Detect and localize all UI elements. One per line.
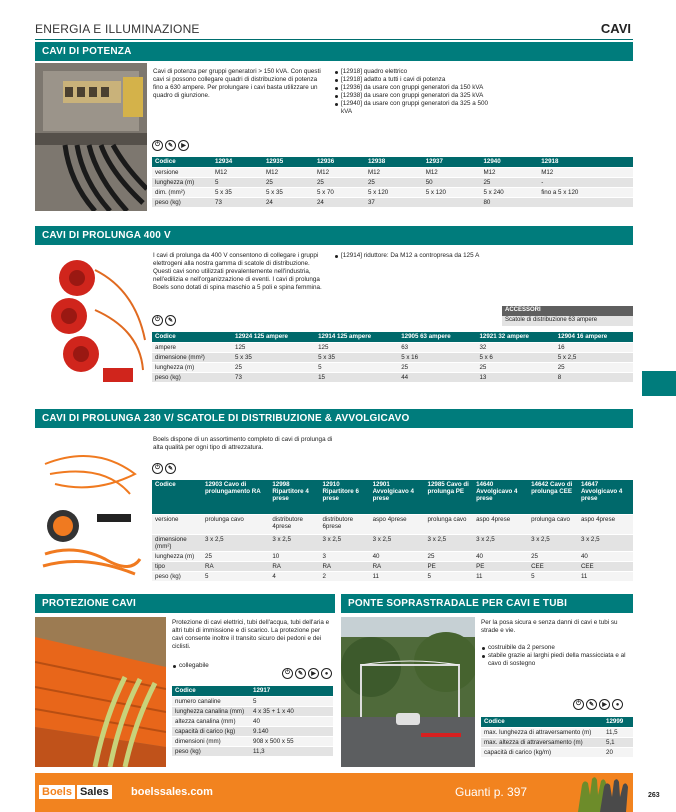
table-header-row: Codice 12934 12935 12936 12938 12937 12940 12918 — [152, 157, 633, 167]
photo-cable-protector — [35, 617, 166, 767]
s2-description: I cavi di prolunga da 400 V consentono di collegare i gruppi elettrogeni alla nostra gamma di scatole di distribuzione. Questi cavi sono utilizzati prevalentemente nell'industria, nell'edilizia e nell'organizzazione di eventi. I cavi di prolunga Boels sono dotati di spina maschio a 5 poli e spina femmina. — [153, 252, 322, 291]
section-title: ENERGIA E ILLUMINAZIONE — [35, 22, 200, 36]
table-row: dimensioni (mm) 908 x 500 x 55 — [172, 736, 333, 746]
table-row: capacità di carico (kg/m) 20 — [481, 747, 633, 757]
power-cables-image — [35, 63, 147, 211]
section-bar-protezione-cavi: PROTEZIONE CAVI — [35, 594, 335, 613]
s5-bullets — [481, 644, 631, 668]
table-row: versione prolunga cavo distributore 4prese distributore 6prese aspo 4prese prolunga cavo aspo 4prese prolunga cavo aspo 4prese — [152, 514, 633, 534]
plug-icon: ⏻ — [152, 140, 163, 151]
boels-sales-logo[interactable] — [39, 785, 112, 799]
s4-bullets — [172, 662, 292, 670]
truck-icon: ▶ — [178, 140, 189, 151]
table-row: lunghezza (m) 5 25 25 25 50 25 - — [152, 177, 633, 187]
table-row: capacità di carico (kg) 9.140 — [172, 726, 333, 736]
s3-feature-icons — [152, 463, 176, 474]
tool-icon: ✎ — [165, 463, 176, 474]
list-item: collegabile — [172, 662, 292, 670]
list-item: [12936] da usare con gruppi generatori da 150 kVA — [334, 84, 499, 92]
orange-reels-image — [35, 434, 147, 584]
plug-icon: ⏻ — [152, 463, 163, 474]
tool-icon: ✎ — [165, 140, 176, 151]
s1-description: Cavi di potenza per gruppi generatori > 150 kVA. Con questi cavi si possono collegare quadri di distribuzione di potenza fino a 630 ampere. Per prolungare i cavi basta utilizzare un quadro di giunzione. — [153, 68, 321, 99]
plug-icon: ⏻ — [152, 315, 163, 326]
gloves-reference: Guanti p. 397 — [455, 785, 528, 799]
truck-icon: ▶ — [599, 699, 610, 710]
table-row: tipo RA RA RA RA PE PE CEE CEE — [152, 561, 633, 571]
s4-feature-icons — [282, 668, 332, 679]
table-row: dimensione (mm²) 3 x 2,5 3 x 2,5 3 x 2,5 3 x 2,5 3 x 2,5 3 x 2,5 3 x 2,5 3 x 2,5 — [152, 534, 633, 551]
list-item: [12914] riduttore: Da M12 a contropresa da 125 A — [334, 252, 534, 260]
footer-bar — [35, 773, 633, 812]
weight-icon: ● — [321, 668, 332, 679]
table-header-row: Codice 12917 — [172, 686, 333, 696]
s4-description: Protezione di cavi elettrici, tubi dell'acqua, tubi dell'aria e altri tubi di immissione e di scarico. La protezione per cavi consente inoltre il transito sicuro dei pedoni e dei ciclisti. — [172, 619, 330, 650]
table-row: peso (kg) 73 24 24 37 80 — [152, 197, 633, 207]
table-row: max. lunghezza di attraversamento (m) 11,5 — [481, 727, 633, 737]
s3-spec-table — [152, 480, 633, 582]
plug-icon: ⏻ — [573, 699, 584, 710]
photo-230v-reels — [35, 434, 147, 584]
s2-spec-table — [152, 332, 633, 383]
table-header-row: Codice 12999 — [481, 717, 633, 727]
cable-bridge-image — [341, 617, 475, 767]
s5-spec-table — [481, 717, 633, 758]
table-row: dimensione (mm²) 5 x 35 5 x 35 5 x 16 5 x 6 5 x 2,5 — [152, 352, 633, 362]
s2-bullets — [334, 252, 534, 260]
weight-icon: ● — [612, 699, 623, 710]
table-row: lunghezza (m) 25 10 3 40 25 40 25 40 — [152, 551, 633, 561]
s2-feature-icons — [152, 315, 176, 326]
s5-feature-icons — [573, 699, 623, 710]
table-row: altezza canalina (mm) 40 — [172, 716, 333, 726]
logo-part-boels: Boels — [39, 785, 75, 799]
table-row: lunghezza canalina (mm) 4 x 35 + 1 x 40 — [172, 706, 333, 716]
section-bar-prolunga-400v: CAVI DI PROLUNGA 400 V — [35, 226, 633, 245]
chapter-tab — [642, 371, 676, 396]
table-row: peso (kg) 73 15 44 13 8 — [152, 372, 633, 382]
table-row: peso (kg) 11,3 — [172, 746, 333, 756]
s1-spec-table — [152, 157, 633, 208]
accessories-box — [502, 306, 633, 326]
photo-power-cables — [35, 63, 147, 211]
page-header — [35, 20, 633, 40]
tool-icon: ✎ — [165, 315, 176, 326]
photo-cable-bridge — [341, 617, 475, 767]
s3-description: Boels dispone di un assortimento completo di cavi di prolunga di alta qualità per ogni tipo di attrezzatura. — [153, 436, 333, 451]
category-title: CAVI — [600, 21, 631, 36]
section-bar-prolunga-230v: CAVI DI PROLUNGA 230 V/ SCATOLE DI DISTRIBUZIONE & AVVOLGICAVO — [35, 409, 633, 428]
red-plugs-image — [35, 250, 147, 398]
accessories-value: Scatole di distribuzione 63 ampere — [502, 316, 633, 326]
table-row: peso (kg) 5 4 2 11 5 11 5 11 — [152, 571, 633, 581]
page-number: 263 — [648, 792, 660, 799]
section-bar-ponte-soprastradale: PONTE SOPRASTRADALE PER CAVI E TUBI — [341, 594, 633, 613]
list-item: stabile grazie ai larghi piedi della massicciata e al cavo di sostegno — [481, 652, 631, 668]
s4-spec-table — [172, 686, 333, 757]
tool-icon: ✎ — [295, 668, 306, 679]
table-row: numero canaline 5 — [172, 696, 333, 706]
list-item: [12918] adatto a tutti i cavi di potenza — [334, 76, 499, 84]
table-header-row: Codice 12903 Cavo di prolungamento RA 12998 Ripartitore 4 prese 12910 Ripartitore 6 prese 12901 Avvolgicavo 4 prese 12985 Cavo di prolunga PE 14640 Avvolgicavo 4 prese 14642 Cavo di prolunga CEE 14647 Avvolgicavo 4 prese — [152, 480, 633, 514]
table-header-row: Codice 12924 125 ampere 12914 125 ampere 12905 63 ampere 12921 32 ampere 12904 16 ampere — [152, 332, 633, 342]
section-bar-cavi-potenza: CAVI DI POTENZA — [35, 42, 633, 61]
list-item: [12918] quadro elettrico — [334, 68, 499, 76]
gloves-image — [570, 775, 630, 812]
accessories-title: ACCESSORI — [502, 306, 633, 316]
website-link[interactable]: boelssales.com — [131, 786, 213, 798]
s1-feature-icons — [152, 140, 189, 151]
list-item: [12938] da usare con gruppi generatori da 325 kVA — [334, 92, 499, 100]
cable-protector-image — [35, 617, 166, 767]
table-row: lunghezza (m) 25 5 25 25 25 — [152, 362, 633, 372]
truck-icon: ▶ — [308, 668, 319, 679]
logo-part-sales: Sales — [77, 785, 112, 799]
s5-description: Per la posa sicura e senza danni di cavi e tubi su strade e vie. — [481, 619, 618, 634]
table-row: max. altezza di attraversamento (m) 5,1 — [481, 737, 633, 747]
tool-icon: ✎ — [586, 699, 597, 710]
plug-icon: ⏻ — [282, 668, 293, 679]
photo-400v-plugs — [35, 250, 147, 398]
table-row: dim. (mm²) 5 x 35 5 x 35 5 x 70 5 x 120 5 x 120 5 x 240 fino a 5 x 120 — [152, 187, 633, 197]
list-item: costruibile da 2 persone — [481, 644, 631, 652]
list-item: [12940] da usare con gruppi generatori da 325 a 500 kVA — [334, 100, 499, 116]
s1-bullets — [334, 68, 499, 116]
table-row: ampere 125 125 63 32 16 — [152, 342, 633, 352]
table-row: versione M12 M12 M12 M12 M12 M12 M12 — [152, 167, 633, 177]
